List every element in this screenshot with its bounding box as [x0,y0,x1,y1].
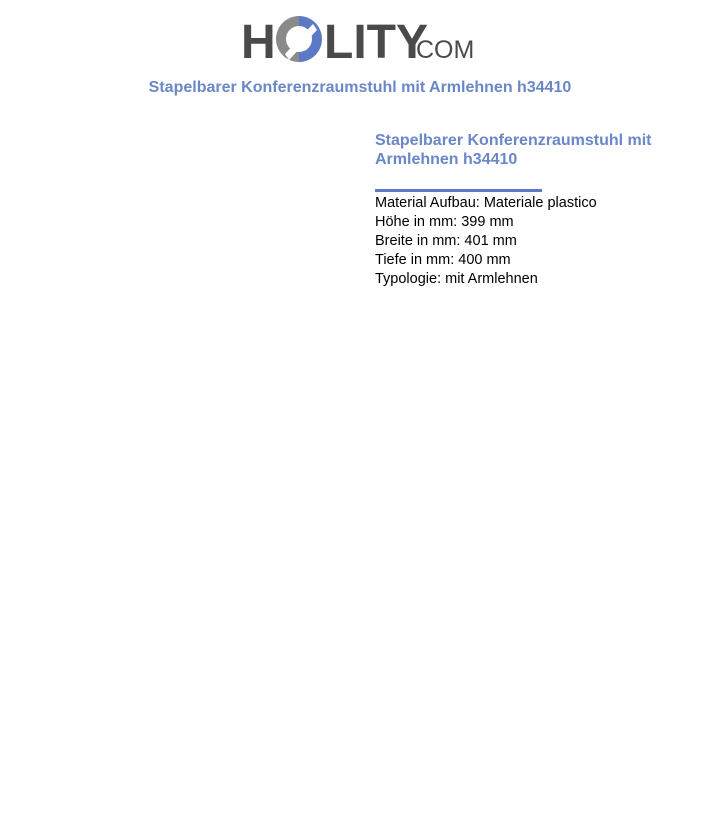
product-title: Stapelbarer Konferenzraumstuhl mit Armlehnen h34410 [375,132,652,168]
spec-width: Breite in mm: 401 mm [375,233,517,249]
logo-suffix-com: .COM [409,36,475,64]
title-divider [375,189,542,192]
holity-half-circle-logo-mark [276,16,322,62]
spec-material: Material Aufbau: Materiale plastico [375,195,597,211]
spec-height: Höhe in mm: 399 mm [375,214,514,230]
logo-letter-h: H [241,16,276,69]
spec-depth: Tiefe in mm: 400 mm [375,252,511,268]
holity-logo-graphic [241,10,481,70]
product-details [375,131,695,289]
spec-list [375,194,695,289]
product-image-placeholder [20,130,350,460]
logo-letters-lity: LITY [324,16,428,69]
spec-typology: Typologie: mit Armlehnen [375,271,538,287]
page-heading: Stapelbarer Konferenzraumstuhl mit Armlehnen h34410 [148,79,572,96]
holity-logo [241,10,481,70]
